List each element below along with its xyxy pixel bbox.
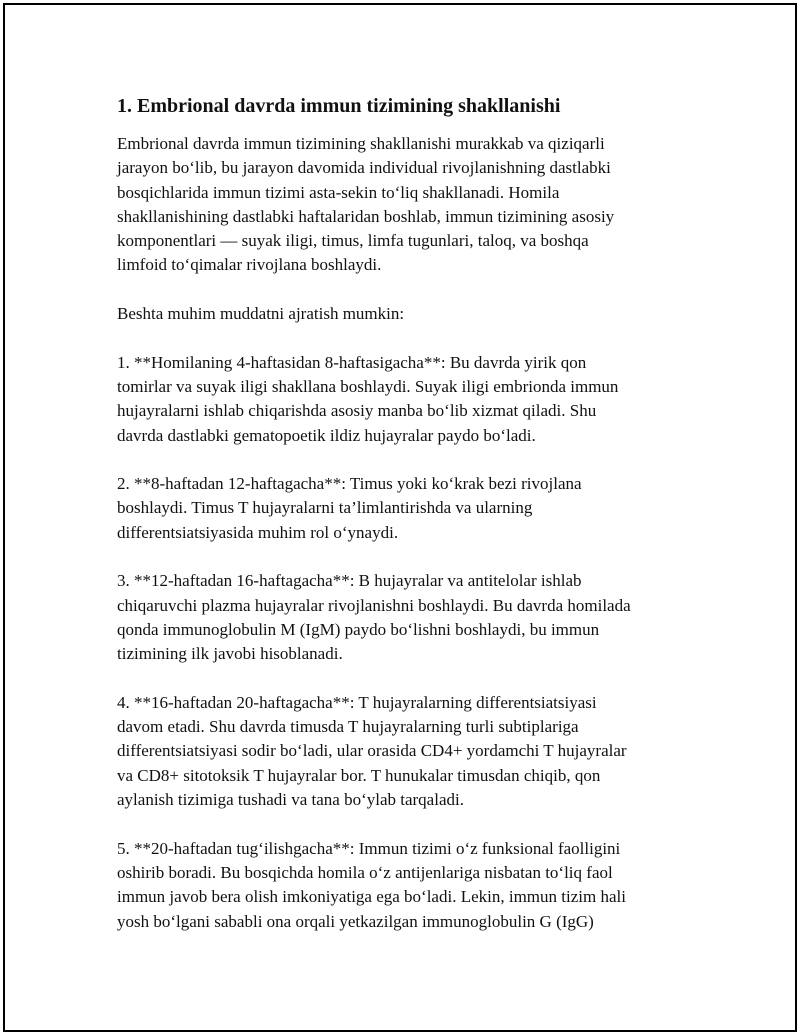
text-line: Embrional davrda immun tizimining shakllanishi murakkab va qiziqarli [117, 134, 605, 153]
text-line: jarayon bo‘lib, bu jarayon davomida individual rivojlanishning dastlabki [117, 158, 611, 178]
text-line: boshlaydi. Timus T hujayralarni ta’limlantirishda va ularning [117, 498, 533, 518]
text-line: limfoid to‘qimalar rivojlana boshlaydi. [117, 255, 382, 275]
list-item-3 [117, 569, 677, 666]
text-line: oshirib boradi. Bu bosqichda homila o‘z antijenlariga nisbatan to‘liq faol [117, 862, 613, 882]
text-line: davom etadi. Shu davrda timusda T hujayralarning turli subtiplariga [117, 717, 579, 737]
text-line: 3. **12-haftadan 16-haftagacha**: B hujayralar va antitelolar ishlab [117, 571, 582, 591]
text-line: davrda dastlabki gematopoetik ildiz hujayralar paydo bo‘ladi. [117, 425, 536, 445]
text-line: 2. **8-haftadan 12-haftagacha**: Timus yoki ko‘krak bezi rivojlana [117, 474, 582, 494]
list-item-1 [117, 351, 677, 448]
intro-paragraph [117, 132, 677, 278]
text-line: immun javob bera olish imkoniyatiga ega bo‘ladi. Lekin, immun tizim hali [117, 887, 626, 907]
text-line: tizimining ilk javobi hisoblanadi. [117, 644, 343, 664]
list-item-4 [117, 691, 677, 812]
section-heading: 1. Embrional davrda immun tizimining shakllanishi [117, 95, 561, 117]
text-line: 5. **20-haftadan tug‘ilishgacha**: Immun tizimi o‘z funksional faolligini [117, 838, 621, 858]
text-line: differentsiatsiyasida muhim rol o‘ynaydi. [117, 522, 399, 542]
text-line: hujayralarni ishlab chiqarishda asosiy manba bo‘lib xizmat qiladi. Shu [117, 401, 597, 421]
text-line: bosqichlarida immun tizimi asta-sekin to‘liq shakllanadi. Homila [117, 182, 560, 202]
text-line: shakllanishining dastlabki haftalaridan boshlab, immun tizimining asosiy [117, 206, 615, 226]
text-line: chiqaruvchi plazma hujayralar rivojlanishni boshlaydi. Bu davrda homilada [117, 595, 631, 615]
list-item-5 [117, 837, 677, 934]
text-line: aylanish tizimiga tushadi va tana bo‘ylab tarqaladi. [117, 790, 464, 810]
text-line: 4. **16-haftadan 20-haftagacha**: T hujayralarning differentsiatsiyasi [117, 692, 597, 712]
document-body [117, 92, 677, 958]
text-line: yosh bo‘lgani sababli ona orqali yetkazilgan immunoglobulin G (IgG) [117, 911, 594, 931]
text-line: differentsiatsiyasi sodir bo‘ladi, ular orasida CD4+ yordamchi T hujayralar [117, 741, 627, 761]
list-item-2 [117, 472, 677, 545]
text-line: komponentlari — suyak iligi, timus, limfa tugunlari, taloq, va boshqa [117, 231, 589, 251]
text-line: Beshta muhim muddatni ajratish mumkin: [117, 304, 405, 324]
text-line: qonda immunoglobulin M (IgM) paydo bo‘lishni boshlaydi, bu immun [117, 619, 600, 639]
text-line: tomirlar va suyak iligi shakllana boshlaydi. Suyak iligi embrionda immun [117, 376, 619, 396]
list-intro-paragraph [117, 302, 677, 326]
text-line: 1. **Homilaning 4-haftasidan 8-haftasigacha**: Bu davrda yirik qon [117, 352, 587, 372]
text-line: va CD8+ sitotoksik T hujayralar bor. T hunukalar timusdan chiqib, qon [117, 765, 601, 785]
